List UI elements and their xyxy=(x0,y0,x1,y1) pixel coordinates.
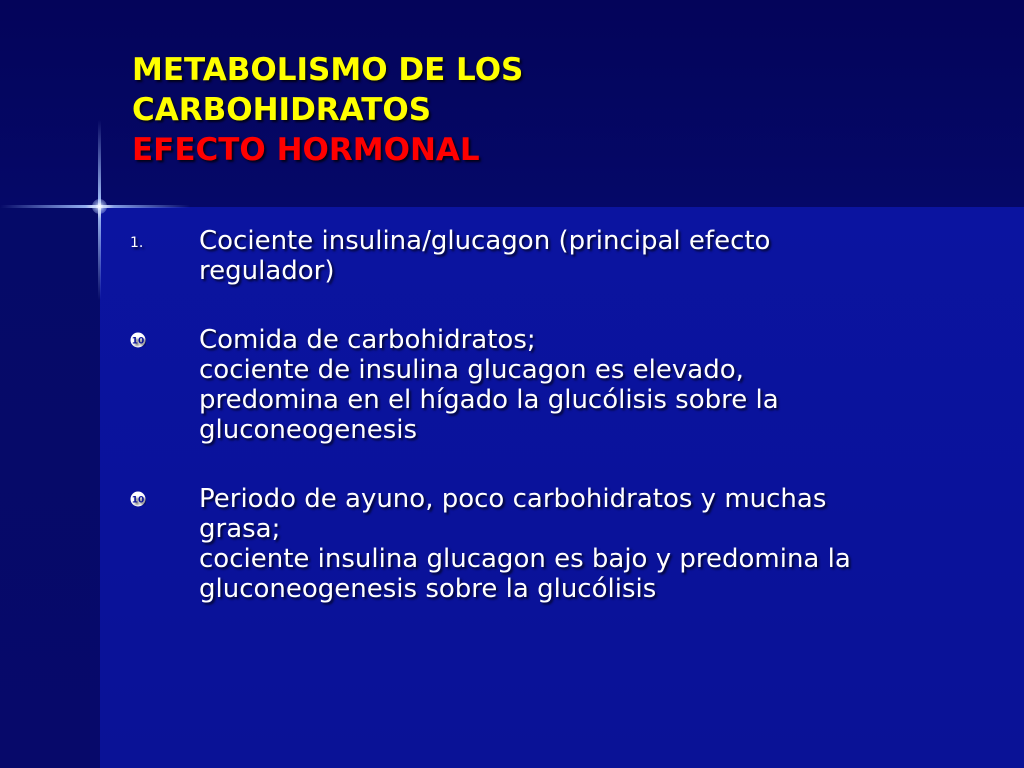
item-text-line: grasa; xyxy=(199,514,281,544)
item-text-line: predomina en el hígado la glucólisis sobre la xyxy=(199,385,779,415)
item-text-line: gluconeogenesis xyxy=(199,415,418,445)
list-item xyxy=(130,325,990,445)
title-line: METABOLISMO DE LOS xyxy=(132,52,524,88)
item-text-line: cociente insulina glucagon es bajo y predomina la xyxy=(199,544,851,574)
item-number: 1. xyxy=(130,235,144,251)
list-item xyxy=(130,484,990,604)
item-text-line: gluconeogenesis sobre la glucólisis xyxy=(199,574,657,604)
bullet-list xyxy=(130,226,990,643)
sparkle-icon xyxy=(92,199,107,214)
list-item xyxy=(130,226,990,286)
slide-title xyxy=(132,50,523,170)
circled-ten-icon xyxy=(130,332,146,348)
item-text-line: Periodo de ayuno, poco carbohidratos y muchas xyxy=(199,484,827,514)
title-line: CARBOHIDRATOS xyxy=(132,92,432,128)
item-text-line: Comida de carbohidratos; xyxy=(199,325,536,355)
item-text-line: Cociente insulina/glucagon (principal efecto xyxy=(199,226,771,256)
circled-ten-icon xyxy=(130,491,146,507)
item-text-line: cociente de insulina glucagon es elevado, xyxy=(199,355,744,385)
svg-text:10: 10 xyxy=(131,336,145,347)
slide-subtitle: EFECTO HORMONAL xyxy=(132,132,480,168)
slide-left-band xyxy=(0,207,100,768)
item-text-line: regulador) xyxy=(199,256,335,286)
svg-text:10: 10 xyxy=(131,495,145,506)
